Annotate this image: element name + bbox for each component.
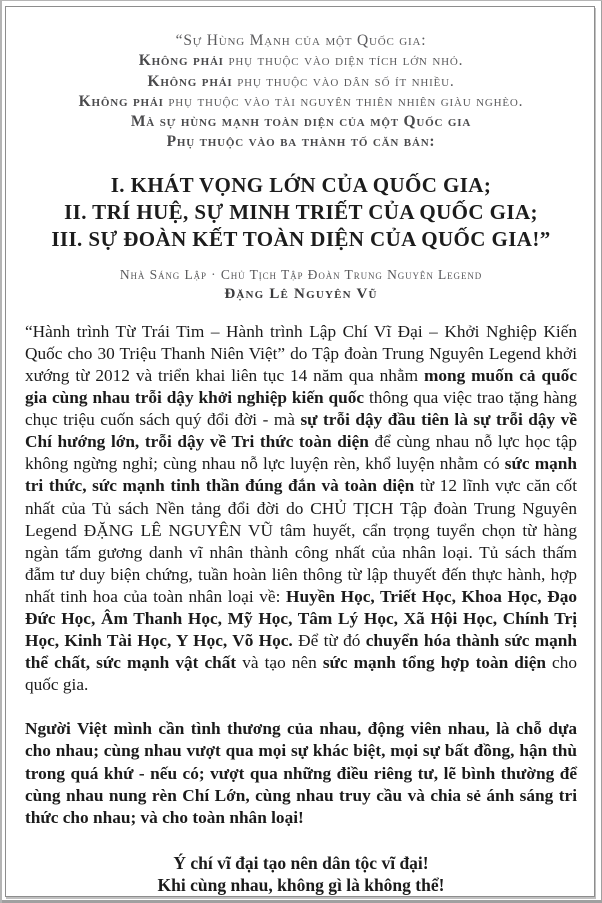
pillars-block <box>0 172 602 253</box>
closing-motto-block <box>0 852 602 896</box>
byline-role: Nhà Sáng Lập · Chủ Tịch Tập Đoàn Trung Nguyên Legend <box>119 266 483 282</box>
motto-line-2: Khi cùng nhau, không gì là không thể! <box>157 874 445 895</box>
quote-line: “Sự Hùng Mạnh của một Quốc gia: <box>175 32 427 49</box>
body-paragraph-2: Người Việt mình cần tình thương của nhau, động viên nhau, là chỗ dựa cho nhau; cùng nhau vượt qua mọi sự khác biệt, mọi sự bất đồng, hận thù trong quá khứ - nếu có; vượt qua những điều riêng tư, lẽ bình thường để cùng nhau nung rèn Chí Lớn, cùng nhau truy cầu và chia sẻ ánh sáng tri thức cho nhau; và cho toàn nhân loại! <box>25 719 577 827</box>
pillar-line-3: III. SỰ ĐOÀN KẾT TOÀN DIỆN CỦA QUỐC GIA!” <box>51 226 551 251</box>
byline-name: Đặng Lê Nguyên Vũ <box>224 285 378 302</box>
quote-line: Phụ thuộc vào ba thành tố căn bản: <box>166 133 436 151</box>
quote-line: Mà sự hùng mạnh toàn diện của một Quốc gia <box>130 113 472 131</box>
quote-line: Không phải phụ thuộc vào diện tích lớn nhỏ. <box>138 52 464 70</box>
pillar-line-2: II. TRÍ HUỆ, SỰ MINH TRIẾT CỦA QUỐC GIA; <box>64 199 538 224</box>
quote-line: Không phải phụ thuộc vào tài nguyên thiên nhiên giàu nghèo. <box>78 92 524 110</box>
body-paragraph-1: “Hành trình Từ Trái Tim – Hành trình Lập Chí Vĩ Đại – Khởi Nghiệp Kiến Quốc cho 30 Triệu Thanh Niên Việt” do Tập đoàn Trung Nguyên Legend khởi xướng từ 2012 và triển khai liên tục 14 năm qua nhằm mong muốn cả quốc gia cùng nhau trỗi dậy khởi nghiệp kiến quốc thông qua việc trao tặng hàng chục triệu cuốn sách quý đổi đời - mà sự trỗi dậy đầu tiên là sự trỗi dậy về Chí hướng lớn, trỗi dậy về Tri thức toàn diện để cùng nhau nỗ lực học tập không ngừng nghỉ; cùng nhau nỗ lực luyện rèn, khổ luyện nhằm có sức mạnh tri thức, sức mạnh tinh thần đúng đắn và toàn diện từ 12 lĩnh vực căn cốt nhất của Tủ sách Nền tảng đổi đời do CHỦ TỊCH Tập đoàn Trung Nguyên Legend ĐẶNG LÊ NGUYÊN VŨ tâm huyết, cẩn trọng tuyển chọn từ hàng ngàn tấm gương danh vĩ nhân thành công nhất của nhân loại. Tủ sách thấm đẫm tư duy biện chứng, tuần hoàn liên thông từ lập thuyết đến thực hành, hợp nhất tinh hoa của toàn nhân loại về: Huyền Học, Triết Học, Khoa Học, Đạo Đức Học, Âm Thanh Học, Mỹ Học, Tâm Lý Học, Xã Hội Học, Chính Trị Học, Kinh Tài Học, Y Học, Võ Học. Để từ đó chuyển hóa thành sức mạnh thể chất, sức mạnh vật chất và tạo nên sức mạnh tổng hợp toàn diện cho quốc gia. <box>25 321 578 695</box>
motto-line-1: Ý chí vĩ đại tạo nên dân tộc vĩ đại! <box>173 852 429 873</box>
opening-quote-block <box>0 0 602 153</box>
pillar-line-1: I. KHÁT VỌNG LỚN CỦA QUỐC GIA; <box>110 172 492 197</box>
byline-block <box>0 266 602 304</box>
quote-line: Không phải phụ thuộc vào dân số ít nhiều. <box>147 72 455 90</box>
